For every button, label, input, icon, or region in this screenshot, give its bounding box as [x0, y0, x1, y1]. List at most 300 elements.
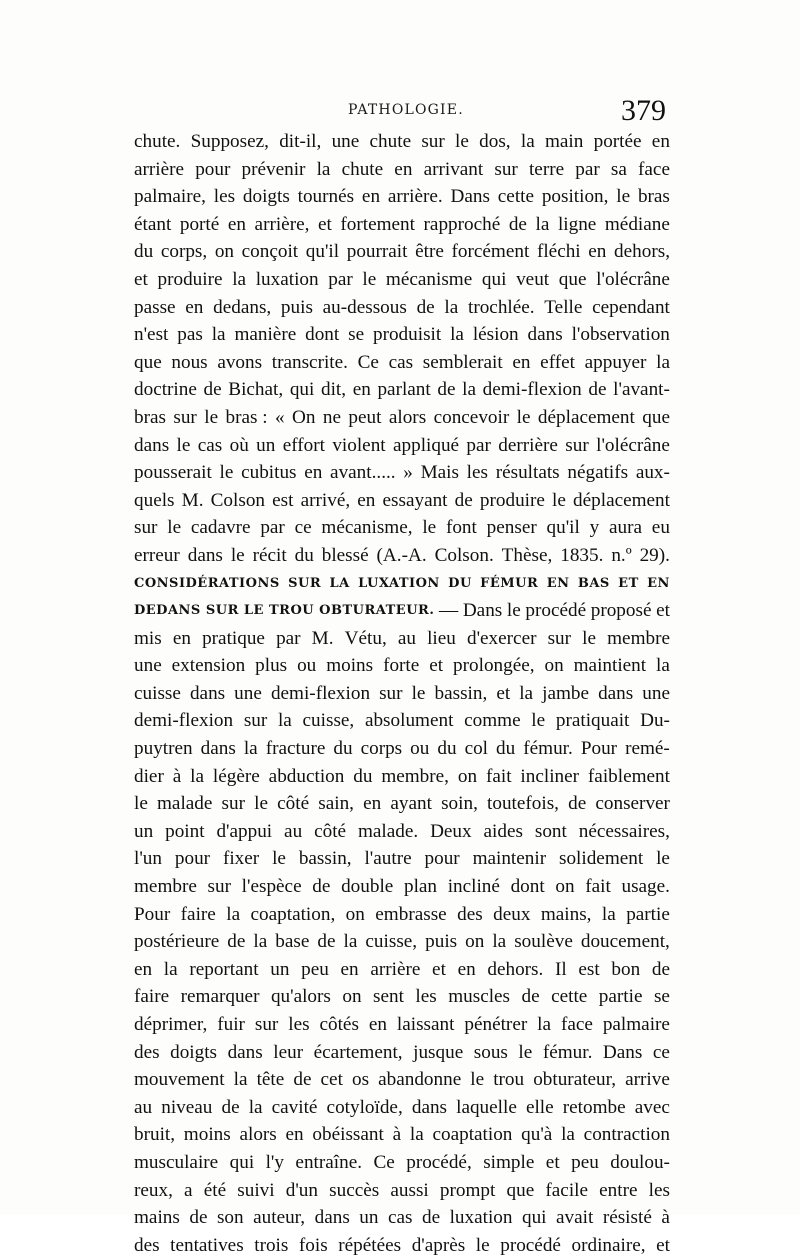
- word: avons: [217, 351, 263, 373]
- word: laquelle: [456, 1096, 517, 1118]
- word: ET: [618, 575, 639, 591]
- word: mouvement: [134, 1069, 225, 1091]
- word: cas: [387, 1207, 413, 1229]
- word: la: [163, 958, 178, 980]
- word: en: [304, 462, 323, 484]
- text-line: [134, 128, 670, 156]
- word: procédé: [525, 600, 587, 622]
- word: la: [226, 903, 241, 925]
- word: par: [466, 434, 491, 456]
- word: ou: [297, 655, 317, 677]
- word: une: [234, 682, 262, 704]
- word: sain,: [318, 793, 354, 815]
- word: n'est: [134, 324, 169, 346]
- word: alors: [388, 406, 427, 428]
- word: bon: [611, 958, 641, 980]
- word: en: [394, 158, 413, 180]
- word: le: [272, 848, 286, 870]
- word: Vétu,: [344, 627, 387, 649]
- word: par: [575, 158, 600, 180]
- word: et: [317, 213, 332, 235]
- word: SUR: [288, 575, 322, 591]
- word: Supposez,: [190, 131, 269, 152]
- word: la: [450, 324, 464, 346]
- text-line: [134, 928, 670, 956]
- word: doigts: [170, 1041, 218, 1063]
- word: BAS: [577, 575, 610, 591]
- word: pour: [174, 848, 211, 870]
- word: on: [555, 876, 575, 898]
- text-line: [134, 735, 670, 763]
- word: fortement: [340, 213, 415, 235]
- word: le: [582, 627, 597, 649]
- word: contraction: [583, 1124, 670, 1146]
- word: tête: [256, 1069, 285, 1091]
- word: Mais: [420, 462, 459, 484]
- word: d'exercer: [466, 627, 537, 649]
- word: rapproché: [423, 213, 501, 235]
- word: a: [184, 1179, 193, 1201]
- word: Colson: [210, 489, 266, 511]
- word: bassin,: [434, 682, 488, 704]
- word: abandonne: [378, 1069, 462, 1091]
- word: dont: [305, 324, 340, 346]
- word: demi-flexion: [270, 682, 371, 704]
- text-line: [134, 1204, 670, 1232]
- word: forte: [383, 655, 420, 677]
- word: le: [134, 793, 148, 815]
- word: obturateur,: [533, 1069, 617, 1091]
- word: cavité: [271, 1096, 318, 1118]
- word: les: [288, 1014, 310, 1035]
- word: mis: [134, 627, 162, 649]
- word: de: [317, 931, 336, 953]
- word: coaptation,: [250, 903, 336, 925]
- word: font: [445, 517, 477, 539]
- word: le: [167, 517, 182, 539]
- word: CONSIDÉRATIONS: [134, 575, 280, 591]
- word: parlant: [377, 379, 431, 401]
- word: semblerait: [422, 351, 503, 373]
- word: base: [275, 931, 310, 953]
- text-line: [134, 570, 670, 598]
- word: légère: [212, 765, 260, 787]
- word: peu: [301, 958, 329, 980]
- word: en: [285, 1124, 304, 1146]
- word: deux: [493, 903, 531, 925]
- word: prolongée,: [453, 655, 535, 677]
- word: et: [656, 1234, 670, 1256]
- word: déplacement: [537, 406, 635, 428]
- word: (A.-A.: [376, 544, 427, 566]
- word: fixer: [222, 848, 260, 870]
- word: qui: [289, 379, 315, 401]
- word: fuir: [217, 1014, 245, 1035]
- word: Telle: [544, 296, 583, 318]
- word: Dans: [462, 600, 503, 622]
- word: la: [211, 324, 226, 346]
- word: du: [333, 738, 353, 760]
- word: la: [316, 158, 331, 180]
- word: Colson.: [434, 544, 494, 566]
- word: pour: [424, 848, 460, 870]
- word: essayant: [382, 489, 448, 511]
- word: effort: [282, 434, 325, 456]
- word: lieu: [427, 627, 456, 649]
- word: la: [444, 296, 459, 318]
- word: dans: [598, 682, 634, 704]
- word: pratiquait: [555, 710, 630, 732]
- word: embrasse: [375, 903, 447, 925]
- word: produire: [157, 268, 223, 290]
- word: côté: [277, 793, 310, 815]
- word: Il: [555, 958, 567, 980]
- word: fois: [298, 1234, 328, 1256]
- word: le: [422, 517, 437, 539]
- word: face: [638, 158, 670, 180]
- word: appliqué: [392, 434, 460, 456]
- word: on: [457, 765, 478, 787]
- word: à: [392, 1124, 402, 1146]
- word: Dans: [450, 186, 490, 208]
- word: fracture: [265, 738, 326, 760]
- word: cette: [551, 986, 588, 1008]
- word: étant: [134, 213, 172, 235]
- word: les: [415, 986, 437, 1008]
- word: palmaire: [602, 1014, 670, 1035]
- word: doulou-: [610, 1151, 670, 1173]
- word: erreur: [134, 544, 180, 566]
- word: y: [589, 517, 600, 539]
- word: dans: [200, 738, 236, 760]
- word: cet: [320, 1069, 343, 1091]
- word: transcrite.: [271, 351, 348, 373]
- word: alors: [239, 1124, 277, 1146]
- word: sont: [534, 820, 567, 842]
- word: cuisse: [134, 682, 181, 704]
- word: luxation: [255, 268, 319, 290]
- word: qui: [521, 1207, 547, 1229]
- word: la: [253, 931, 268, 953]
- word: avant.....: [330, 462, 396, 484]
- word: une: [642, 682, 670, 704]
- word: le: [470, 1069, 485, 1091]
- word: entraîne.: [295, 1151, 363, 1173]
- word: prompt: [439, 1179, 496, 1201]
- word: LA: [329, 575, 350, 591]
- word: puis: [280, 296, 313, 318]
- word: os: [351, 1069, 370, 1091]
- text-line: [134, 901, 670, 929]
- word: du: [437, 738, 457, 760]
- word: soulève: [514, 931, 573, 953]
- word: manière: [234, 324, 297, 346]
- word: fémur.: [523, 738, 573, 760]
- word: dans: [527, 324, 563, 346]
- word: laissant: [396, 1014, 455, 1035]
- word: maintient: [573, 655, 647, 677]
- word: arrière.: [387, 186, 443, 208]
- word: d'un: [285, 1179, 318, 1201]
- word: côtés: [319, 1014, 359, 1035]
- word: un: [359, 1207, 379, 1229]
- word: peut: [348, 406, 382, 428]
- word: ce: [652, 1041, 670, 1063]
- word: bras: [134, 406, 166, 428]
- word: conçoit: [241, 241, 299, 263]
- word: partie: [626, 903, 670, 925]
- text-line: [134, 983, 670, 1011]
- word: porté: [179, 213, 220, 235]
- word: pour: [195, 158, 231, 180]
- word: ne: [322, 406, 341, 428]
- text-line: [134, 1232, 670, 1259]
- word: avait: [556, 1207, 594, 1229]
- word: abduction: [268, 765, 345, 787]
- word: quels: [134, 489, 175, 511]
- word: malade: [157, 793, 213, 815]
- word: moins: [326, 655, 374, 677]
- word: des: [457, 903, 483, 925]
- word: col: [464, 738, 489, 760]
- word: la: [190, 765, 205, 787]
- word: luxation: [449, 1207, 513, 1229]
- word: M.: [311, 627, 334, 649]
- text-line: [134, 707, 670, 735]
- word: l'observation: [571, 324, 670, 346]
- word: la: [462, 379, 476, 401]
- word: chute: [369, 131, 412, 152]
- word: de: [521, 986, 540, 1008]
- word: terre: [528, 158, 565, 180]
- word: bras :: [225, 406, 268, 428]
- word: mécanisme: [385, 268, 473, 290]
- word: on: [214, 241, 235, 263]
- word: M.: [181, 489, 204, 511]
- word: face: [560, 1014, 593, 1035]
- word: cuisse,: [365, 931, 418, 953]
- word: arrive: [625, 1069, 670, 1091]
- word: nécessaires,: [578, 820, 670, 842]
- word: le: [616, 186, 631, 208]
- word: arrière: [370, 958, 421, 980]
- word: peu: [571, 1151, 599, 1173]
- word: plan: [403, 876, 438, 898]
- text-line: [134, 956, 670, 984]
- word: de: [227, 931, 246, 953]
- word: aides: [483, 820, 523, 842]
- word: cotyloïde,: [326, 1096, 403, 1118]
- text-line: [134, 238, 670, 266]
- word: le: [176, 434, 191, 456]
- word: entre: [599, 1179, 638, 1201]
- word: de: [651, 958, 670, 980]
- word: un: [134, 820, 154, 842]
- word: la: [535, 213, 550, 235]
- word: la: [232, 268, 247, 290]
- word: auteur,: [253, 1207, 306, 1229]
- word: la: [519, 682, 534, 704]
- word: incliner: [520, 765, 580, 787]
- word: bassin,: [298, 848, 352, 870]
- word: bruit,: [134, 1124, 176, 1146]
- word: le: [552, 489, 566, 511]
- word: et: [429, 655, 444, 677]
- word: partie: [598, 986, 643, 1008]
- word: cubitus: [241, 462, 297, 484]
- word: conserver: [595, 793, 670, 815]
- text-line: [134, 211, 670, 239]
- word: l'y: [265, 1151, 284, 1173]
- word: sent: [373, 986, 404, 1008]
- word: chute.: [134, 131, 181, 152]
- word: concevoir: [433, 406, 510, 428]
- word: —: [439, 600, 459, 622]
- word: en: [227, 213, 246, 235]
- word: déplacement: [573, 489, 670, 511]
- word: musculaire: [134, 1151, 219, 1173]
- word: demi-flexion: [134, 710, 234, 732]
- text-line: [134, 790, 670, 818]
- word: cadavre: [190, 517, 251, 539]
- word: dehors,: [614, 241, 670, 263]
- word: n.º: [611, 544, 632, 566]
- word: le: [516, 406, 531, 428]
- word: l'olécrâne: [596, 268, 670, 290]
- word: en: [363, 793, 382, 815]
- word: le: [656, 848, 670, 870]
- word: du: [294, 544, 314, 566]
- word: remé-: [625, 738, 670, 760]
- text-line: [134, 680, 670, 708]
- word: de: [189, 1207, 208, 1229]
- word: 1835.: [560, 544, 604, 566]
- text-line: [134, 1094, 670, 1122]
- word: faire: [180, 903, 216, 925]
- word: en: [352, 379, 371, 401]
- word: et: [432, 958, 446, 980]
- word: répétées: [338, 1234, 402, 1256]
- word: de: [293, 1069, 312, 1091]
- text-line: [134, 1011, 670, 1039]
- word: sur: [547, 627, 572, 649]
- word: on: [345, 903, 365, 925]
- word: arrière: [134, 158, 185, 180]
- word: arrivant: [423, 158, 484, 180]
- word: négatifs: [567, 462, 629, 484]
- word: de: [221, 1096, 240, 1118]
- word: en: [134, 958, 153, 980]
- word: membre,: [381, 765, 449, 787]
- word: dans: [314, 1207, 350, 1229]
- word: Dans: [602, 1041, 643, 1063]
- word: son: [216, 1207, 244, 1229]
- word: un: [270, 958, 290, 980]
- word: reux,: [134, 1179, 173, 1201]
- word: penser: [486, 517, 537, 539]
- word: sur: [173, 406, 197, 428]
- word: sur: [207, 876, 231, 898]
- word: postérieure: [134, 931, 220, 953]
- word: la: [656, 351, 670, 373]
- word: procédé: [500, 1234, 561, 1256]
- word: dier: [134, 765, 164, 787]
- word: trois: [254, 1234, 289, 1256]
- word: dos,: [479, 131, 511, 152]
- word: veut: [516, 268, 550, 290]
- word: en: [588, 241, 607, 263]
- word: dont: [510, 876, 545, 898]
- word: sur: [221, 793, 245, 815]
- word: blessé: [321, 544, 369, 566]
- word: le: [411, 682, 426, 704]
- word: sur: [494, 158, 518, 180]
- word: LUXATION: [358, 575, 440, 591]
- word: demi-flexion: [482, 379, 582, 401]
- word: au: [397, 627, 416, 649]
- word: de: [508, 213, 527, 235]
- text-line: [134, 294, 670, 322]
- word: DEDANS SUR LE TROU OBTURATEUR.: [134, 603, 435, 619]
- word: «: [275, 406, 285, 428]
- text-line: [134, 625, 670, 653]
- word: le: [204, 406, 219, 428]
- word: que: [506, 1179, 535, 1201]
- word: le: [475, 1234, 490, 1256]
- word: l'un: [134, 848, 162, 870]
- word: le: [531, 710, 546, 732]
- body-text: [134, 128, 670, 1259]
- word: à: [172, 765, 182, 787]
- word: produire: [479, 489, 545, 511]
- word: dehors.: [487, 958, 544, 980]
- word: DU: [448, 575, 472, 591]
- word: lésion: [472, 324, 519, 346]
- word: la: [601, 903, 616, 925]
- word: mains: [134, 1207, 180, 1229]
- word: le: [518, 1041, 533, 1063]
- word: cas: [388, 351, 414, 373]
- word: en: [651, 131, 670, 152]
- word: procédé,: [406, 1151, 472, 1173]
- word: sur: [565, 434, 589, 456]
- word: les: [648, 1179, 670, 1201]
- word: chute: [341, 158, 384, 180]
- word: le: [455, 131, 469, 152]
- word: usage.: [621, 876, 670, 898]
- word: On: [292, 406, 316, 428]
- word: qu'il: [546, 517, 580, 539]
- word: mains,: [540, 903, 592, 925]
- word: en: [357, 489, 376, 511]
- word: et: [496, 682, 511, 704]
- word: tentatives: [170, 1234, 244, 1256]
- word: double: [341, 876, 394, 898]
- word: Thèse,: [501, 544, 553, 566]
- word: le: [506, 600, 521, 622]
- word: la: [520, 131, 535, 152]
- word: la: [233, 1069, 248, 1091]
- word: extension: [171, 655, 246, 677]
- word: maintenir: [472, 848, 547, 870]
- word: se: [653, 986, 670, 1008]
- word: forcément: [451, 241, 530, 263]
- word: être: [415, 241, 444, 263]
- word: Ce: [357, 351, 379, 373]
- word: obéissant: [312, 1124, 384, 1146]
- word: ou: [410, 738, 430, 760]
- word: arrière,: [254, 213, 310, 235]
